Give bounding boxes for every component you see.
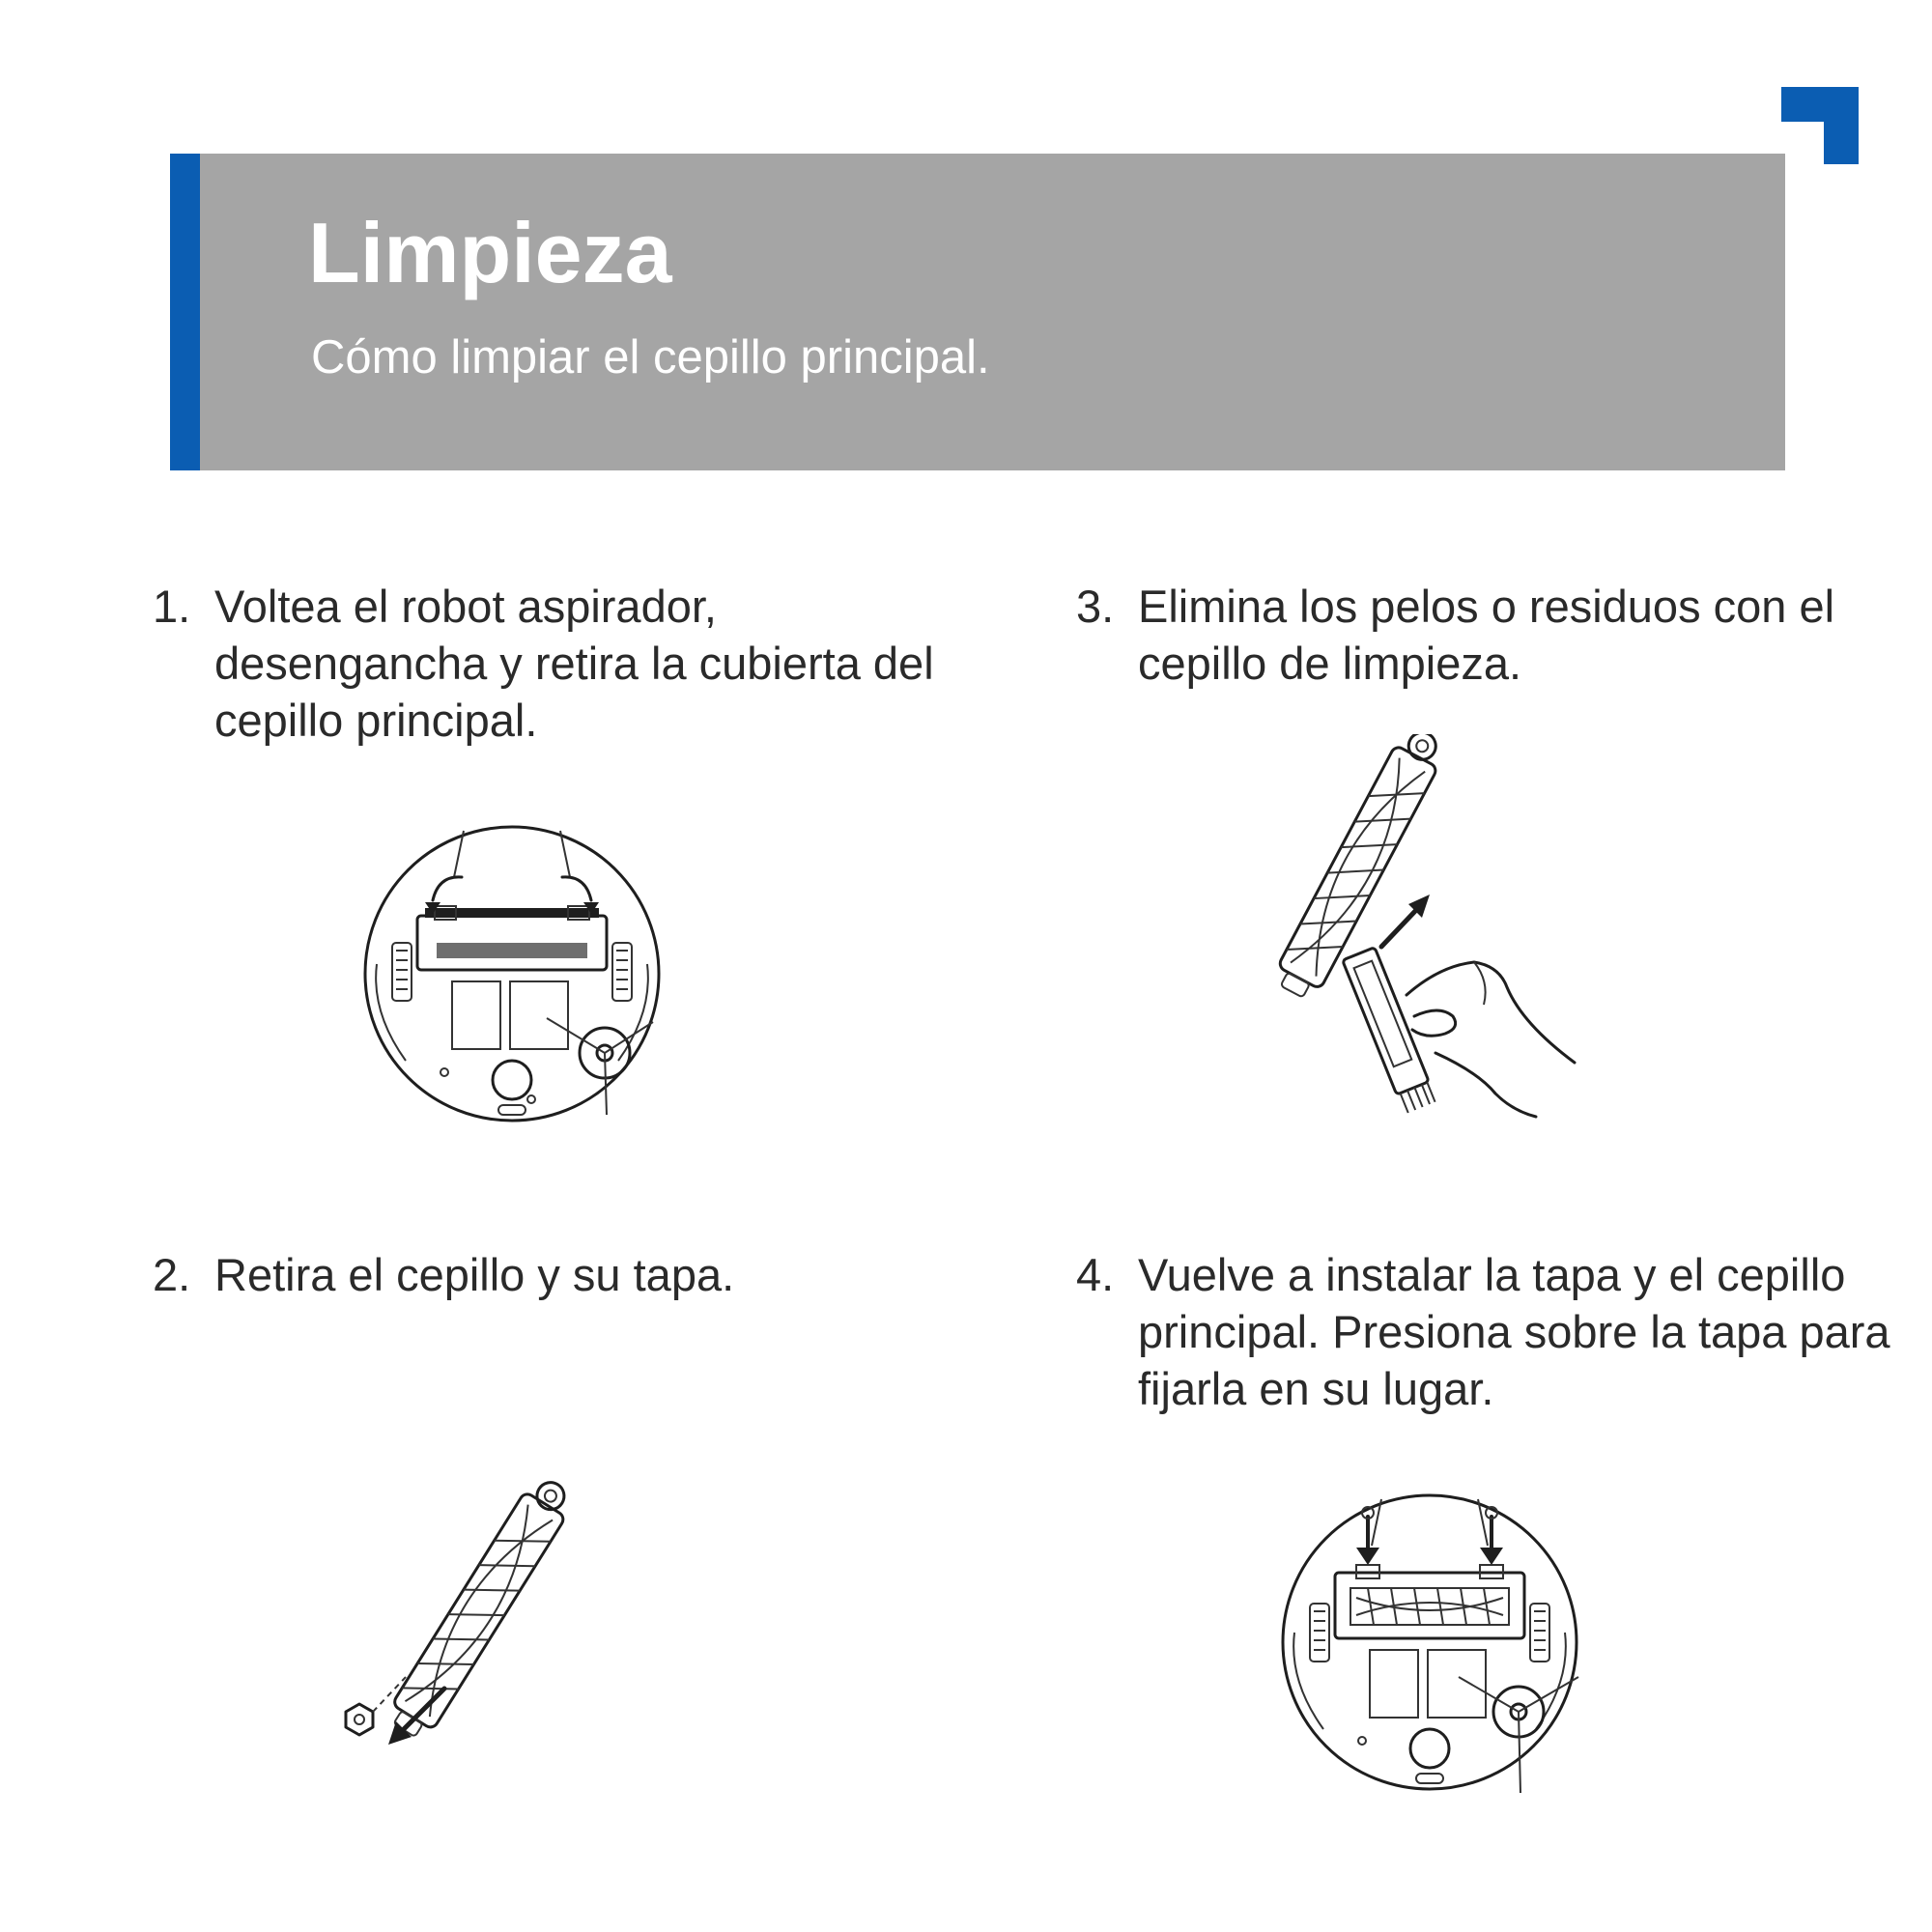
- robot-underside-cover-install-illustration: [1275, 1488, 1584, 1797]
- step-3-instruction: Elimina los pelos o residuos con el cepillo de limpieza.: [1138, 581, 1835, 689]
- robot-underside-cover-removal-illustration: [357, 819, 667, 1128]
- step-1: [153, 578, 983, 749]
- step-3: [1076, 578, 1897, 692]
- step-4-number: 4.: [1076, 1249, 1115, 1300]
- step-2-instruction: Retira el cepillo y su tapa.: [214, 1249, 735, 1300]
- step-2-text: [153, 1246, 983, 1303]
- page-title: Limpieza: [308, 205, 672, 300]
- step-2-number: 2.: [153, 1249, 191, 1300]
- step-2: [153, 1246, 983, 1303]
- step-3-number: 3.: [1076, 581, 1115, 632]
- step-1-text: [153, 578, 983, 749]
- corner-bookmark-icon: [1781, 87, 1859, 164]
- step-1-instruction: Voltea el robot aspirador, desengancha y retira la cubierta del cepillo principal.: [214, 581, 934, 746]
- page-subtitle: Cómo limpiar el cepillo principal.: [311, 331, 990, 384]
- header-banner: [170, 154, 1785, 470]
- step-4: [1076, 1246, 1897, 1417]
- step-3-text: [1076, 578, 1897, 692]
- main-brush-and-cap-illustration: [338, 1459, 618, 1777]
- step-4-text: [1076, 1246, 1897, 1417]
- header-accent-bar: [170, 154, 200, 470]
- cleaning-brush-and-hand-illustration: [1246, 734, 1584, 1121]
- step-1-number: 1.: [153, 581, 191, 632]
- step-4-instruction: Vuelve a instalar la tapa y el cepillo principal. Presiona sobre la tapa para fijarla en su lugar.: [1138, 1249, 1890, 1414]
